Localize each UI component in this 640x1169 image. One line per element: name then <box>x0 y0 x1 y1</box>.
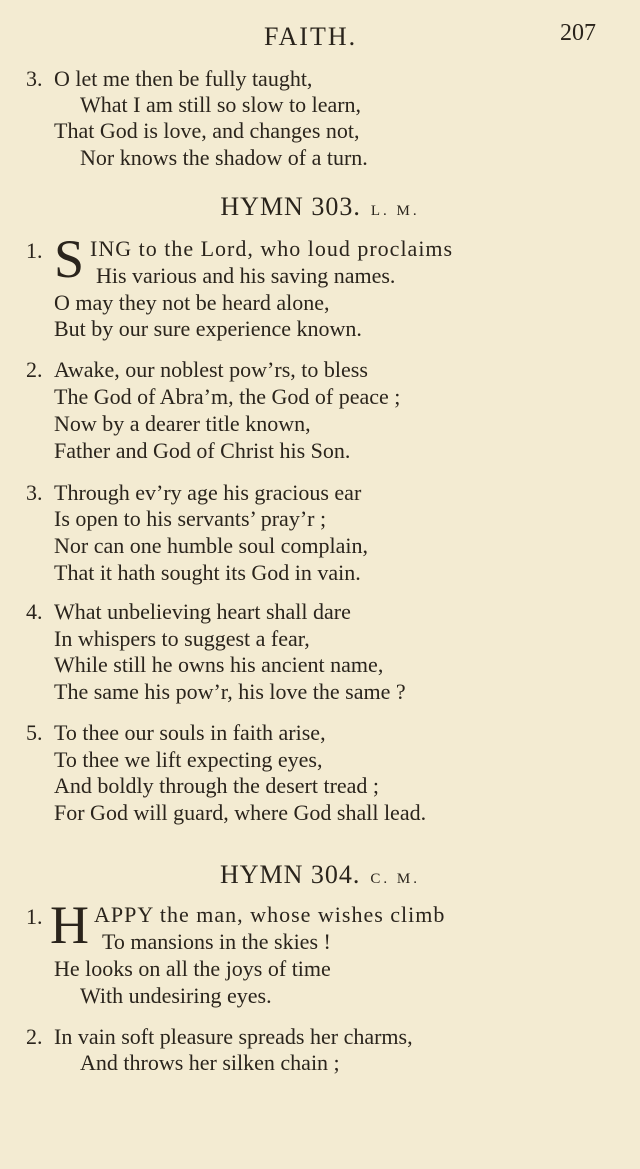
stanza-number: 1. <box>26 238 43 263</box>
stanza-number: 3. <box>26 480 43 505</box>
verse-line: And throws her silken chain ; <box>80 1050 340 1075</box>
verse-line: Is open to his servants’ pray’r ; <box>54 506 327 531</box>
verse-line: In whispers to suggest a fear, <box>54 626 310 651</box>
stanza-number: 5. <box>26 720 43 745</box>
running-head: FAITH. <box>264 22 358 51</box>
verse-line: For God will guard, where God shall lead. <box>54 800 427 825</box>
verse-line: ING to the Lord, who loud proclaims <box>90 236 454 261</box>
stanza-number: 3. <box>26 66 43 91</box>
verse-line: With undesiring eyes. <box>80 983 272 1008</box>
verse-line: While still he owns his ancient name, <box>54 652 384 677</box>
verse-line: What I am still so slow to learn, <box>80 92 362 117</box>
stanza-number: 2. <box>26 1024 43 1049</box>
verse-line: But by our sure experience known. <box>54 316 362 341</box>
verse-line: O may they not be heard alone, <box>54 290 330 315</box>
hymn-meter: L. M. <box>370 203 420 219</box>
hymn-304-title <box>0 860 640 890</box>
verse-line: Nor can one humble soul complain, <box>54 533 369 558</box>
page-number: 207 <box>560 20 596 46</box>
verse-line: He looks on all the joys of time <box>54 956 331 981</box>
stanza-number: 1. <box>26 904 43 929</box>
verse-line: Through ev’ry age his gracious ear <box>54 480 362 505</box>
verse-line: His various and his saving names. <box>96 263 396 288</box>
verse-line: APPY the man, whose wishes climb <box>94 902 446 927</box>
verse-line: Nor knows the shadow of a turn. <box>80 145 368 170</box>
verse-line: What unbelieving heart shall dare <box>54 599 351 624</box>
verse-line: Awake, our noblest pow’rs, to bless <box>54 357 368 382</box>
verse-line: O let me then be fully taught, <box>54 66 313 91</box>
verse-line: Now by a dearer title known, <box>54 411 311 436</box>
stanza-number: 4. <box>26 599 43 624</box>
verse-line: The same his pow’r, his love the same ? <box>54 679 406 704</box>
verse-line: To mansions in the skies ! <box>102 929 331 954</box>
verse-line: That it hath sought its God in vain. <box>54 560 361 585</box>
verse-line: Father and God of Christ his Son. <box>54 438 351 463</box>
drop-cap: S <box>54 229 85 289</box>
verse-line: In vain soft pleasure spreads her charms, <box>54 1024 413 1049</box>
page-header <box>0 20 640 56</box>
stanza-number: 2. <box>26 357 43 382</box>
hymn-title-text: HYMN 304. <box>219 860 361 889</box>
hymn-meter: C. M. <box>370 871 421 887</box>
hymn-title-text: HYMN 303. <box>220 192 361 221</box>
verse-line: And boldly through the desert tread ; <box>54 773 380 798</box>
verse-line: The God of Abra’m, the God of peace ; <box>54 384 401 409</box>
verse-line: To thee we lift expecting eyes, <box>54 747 323 772</box>
drop-cap: H <box>50 895 89 955</box>
verse-line: That God is love, and changes not, <box>54 118 360 143</box>
verse-line: To thee our souls in faith arise, <box>54 720 326 745</box>
hymn-303-title <box>0 192 640 222</box>
